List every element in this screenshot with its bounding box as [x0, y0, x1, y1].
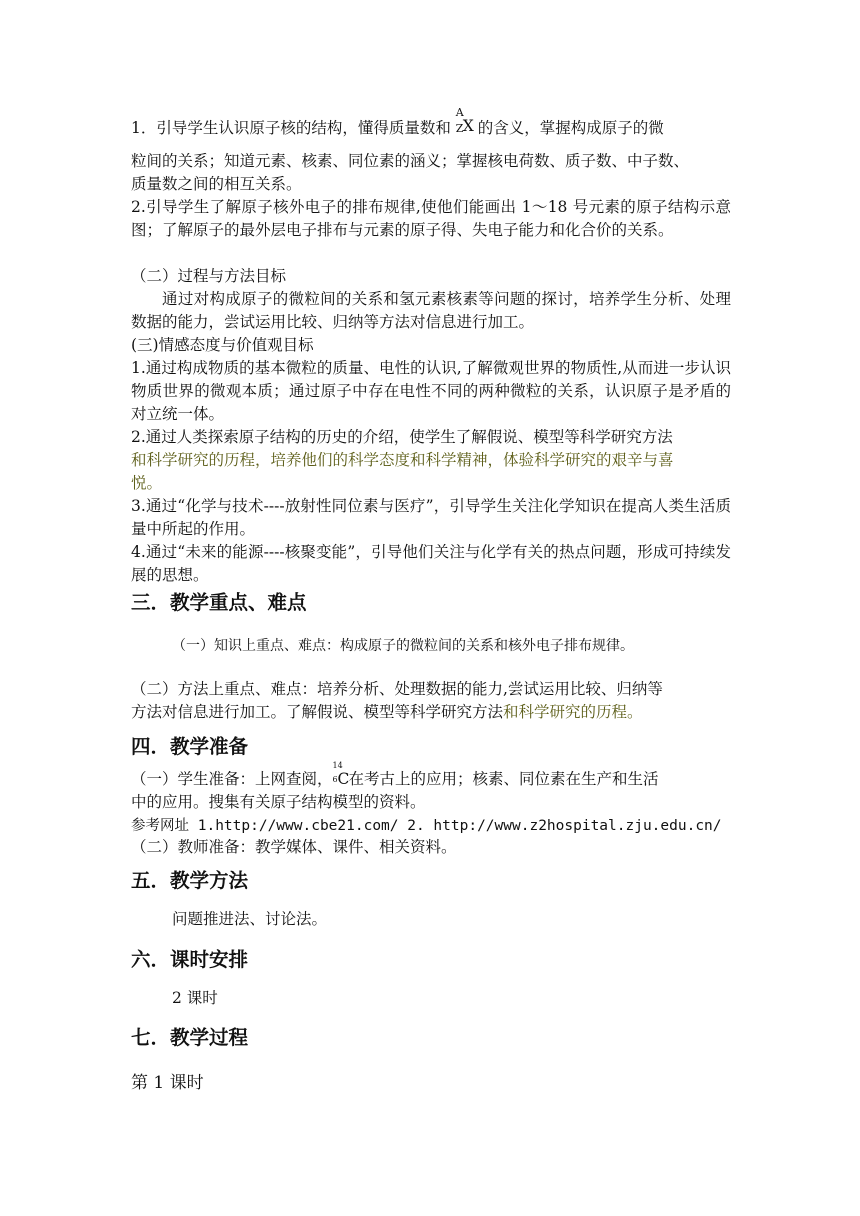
process-body: 通过对构成原子的微粒间的关系和氢元素核素等问题的探讨，培养学生分析、处理数据的能力，尝试运用比较、归纳等方法对信息进行加工。 — [131, 290, 731, 331]
section-6-body: 2 课时 — [172, 989, 218, 1007]
reference-links: 参考网址 1.http://www.cbe21.com/ 2. http://www.z2hospital.zju.edu.cn/ — [131, 818, 722, 834]
section-3-knowledge-point: （一）知识上重点、难点：构成原子的微粒间的关系和核外电子排布规律。 — [172, 638, 634, 654]
section-4-student-line-2: 中的应用。搜集有关原子结构模型的资料。 — [131, 793, 426, 811]
values-item-1: 1.通过构成物质的基本微粒的质量、电性的认识,了解微观世界的物质性,从而进一步认识物质世界的微观本质；通过原子中存在电性不同的两种微粒的关系，认识原子是矛盾的对立统一体。 — [131, 359, 731, 423]
values-item-2-line-3: 悦。 — [131, 474, 163, 492]
knowledge-item-1-line-3: 质量数之间的相互关系。 — [131, 175, 302, 193]
knowledge-item-1-line-1: 1．引导学生认识原子核的结构，懂得质量数和 A Z X 的含义，掌握构成原子的微 — [131, 106, 664, 137]
section-5-heading: 五．教学方法 — [131, 869, 249, 892]
section-4-teacher: （二）教师准备：教学媒体、课件、相关资料。 — [131, 838, 457, 856]
knowledge-item-1-line-2: 粒间的关系；知道元素、核素、同位素的涵义；掌握核电荷数、质子数、中子数、 — [131, 152, 690, 170]
values-item-4: 4.通过“未来的能源----核聚变能”，引导他们关注与化学有关的热点问题，形成可持续发展的思想。 — [131, 543, 731, 584]
process-heading: （二）过程与方法目标 — [131, 267, 287, 285]
section-6-heading: 六．课时安排 — [131, 948, 249, 971]
section-4-heading: 四．教学准备 — [131, 735, 249, 758]
nuclide-symbol: A Z X — [455, 106, 474, 135]
section-5-body: 问题推进法、讨论法。 — [172, 910, 328, 928]
section-3-method-line-1: （二）方法上重点、难点：培养分析、处理数据的能力,尝试运用比较、归纳等 — [131, 680, 663, 698]
knowledge-item-2: 2.引导学生了解原子核外电子的排布规律,使他们能画出 1～18 号元素的原子结构示意图；了解原子的最外层电子排布与元素的原子得、失电子能力和化合价的关系。 — [131, 198, 731, 239]
section-3-heading: 三．教学重点、难点 — [131, 591, 307, 614]
values-item-3: 3.通过“化学与技术----放射性同位素与医疗”，引导学生关注化学知识在提高人类生活质量中所起的作用。 — [131, 497, 731, 538]
section-7-heading: 七．教学过程 — [131, 1026, 249, 1049]
carbon-14-symbol: 14 6 C — [332, 761, 350, 788]
section-3-method-line-2: 方法对信息进行加工。了解假说、模型等科学研究方法和科学研究的历程。 — [131, 703, 643, 721]
section-4-student-line-1: （一）学生准备：上网查阅， 14 6 C在考古上的应用；核素、同位素在生产和生活 — [131, 768, 731, 791]
values-item-2-line-1: 2.通过人类探索原子结构的历史的介绍，使学生了解假说、模型等科学研究方法 — [131, 428, 673, 446]
section-7-body: 第 1 课时 — [131, 1073, 204, 1093]
values-item-2-line-2: 和科学研究的历程，培养他们的科学态度和科学精神，体验科学研究的艰辛与喜 — [131, 451, 674, 469]
values-heading: (三)情感态度与价值观目标 — [131, 336, 314, 354]
